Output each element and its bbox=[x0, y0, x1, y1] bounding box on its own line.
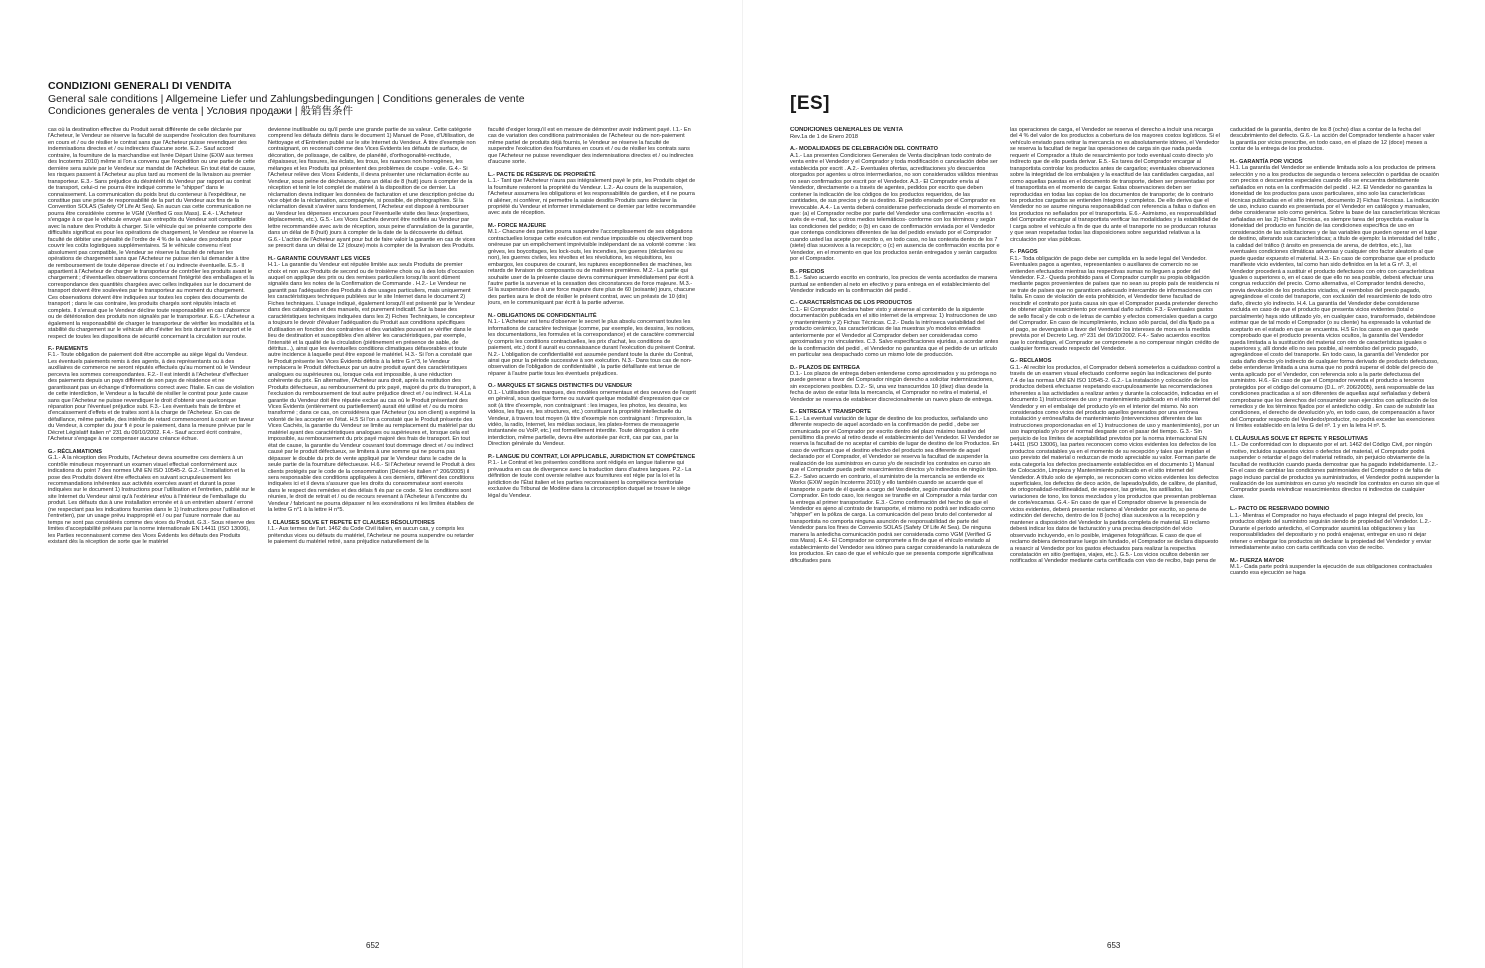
language-tag: [ES] bbox=[790, 93, 830, 114]
section-heading: F.- PAIEMENTS bbox=[48, 345, 88, 352]
left-column-3 bbox=[488, 127, 696, 924]
paragraph: devienne inutilisable ou qu'il perde une grande partie de sa valeur. Cette catégorie comprend les défauts définis dans le document 1) Manuel de Pose, d'Utilisation, de Nettoyage et d'Entretien publié sur le site Internet du Vendeur. À titre d'exemple non contraignant, on reconnaît comme des Vices Évidents les défauts de surface, de décoration, de polissage, de calibre, de planéité, d'orthogonalité-rectitude, d'épaisseur, les fissures, les éclats, les trous, les nuances non homogènes, les mélanges et les Produits qui présentent des problèmes de coupe - voile. G.4.- Si l'Acheteur relève des Vices Évidents, il devra présenter une réclamation écrite au Vendeur, sous peine de déchéance, dans un délai de 8 (huit) jours à compter de la réception et tenir le lot complet de matériel à la disposition de ce dernier. La réclamation devra indiquer les données de facturation et une description précise du vice objet de la réclamation, accompagnée, si possible, de photographies. Si la réclamation devait s'avérer sans fondement, l'Acheteur est disposé à rembourser au Vendeur les dépenses encourues pour l'éventuelle visite des lieux (expertises, déplacements, etc.). G.5.- Les Vices Cachés devront être notifiés au Vendeur par lettre recommandée avec avis de réception, sous peine d'annulation de la garantie, dans un délai de 8 (huit) jours à compter de la date de la découverte du défaut. G.6.- L'action de l'Acheteur ayant pour but de faire valoir la garantie en cas de vices se prescrit dans un délai de 12 (douze) mois à compter de la livraison des Produits. bbox=[268, 127, 476, 250]
left-column-2 bbox=[268, 127, 476, 924]
paragraph: N.1.- L'Acheteur est tenu d'observer le secret le plus absolu concernant toutes les informations de caractère technique (comme, par exemple, les dessins, les notices, les documentations, les formules et la correspondance) et de caractère commercial (y compris les conditions contractuelles, les prix d'achat, les conditions de paiement, etc.) dont il aurait eu connaissance durant l'exécution du présent Contrat. N.2.- L'obligation de confidentialité est assumée pendant toute la durée du Contrat, ainsi que pour la période successive à son exécution. N.3.- Dans tous cas de non-observation de l'obligation de confidentialité , la partie défaillante est tenue de réparer à l'autre partie tous les éventuels préjudices. bbox=[488, 319, 696, 377]
section-heading: I. CLAUSES SOLVE ET REPETE ET CLAUSES RÉSOLUTOIRES bbox=[268, 519, 435, 526]
section-heading: L.- PACTE DE RÉSERVE DE PROPRIÉTÉ bbox=[488, 171, 596, 178]
section-title: CONDICIONES GENERALES DE VENTA bbox=[790, 127, 903, 133]
section-heading: O.- MARQUES ET SIGNES DISTINCTIFS DU VENDEUR bbox=[488, 383, 632, 390]
section-heading: H.- GARANTIE COUVRANT LES VICES bbox=[268, 255, 371, 262]
paragraph: O.1.- L'utilisation des marques, des modèles ornementaux et des oeuvres de l'esprit en général, sous quelque forme ou suivant quelque modalité d'expression que ce soit (à titre d'exemple, non contraignant : les images, les photos, les dessins, les vidéos, les figu es, les structures, etc.) constituant la propriété intellectuelle du Vendeur, à travers tout moyen (à titre d'exemple non contraignant : l'impression, la vidéo, la radio, Internet, les médias sociaux, les plates-formes de messagerie instantanée ou VoIP, etc.) est formellement interdite. Toute dérogation à cette interdiction, même partielle, devra être autorisée par écrit, cas par cas, par la Direction générale du Vendeur. bbox=[488, 389, 696, 448]
paragraph: L.1.- Mientras el Comprador no haya efectuado el pago integral del precio, los productos objeto del suministro seguirán siendo de propiedad del Vendedor. L.2.- Durante el período antedicho, el Comprador asumirá las obligaciones y las responsabilidades del depositario y no podrá enajenar, entregar en uso ni dejar retener o embargar los productos sin declarar la propiedad del Vendedor y enviar inmediatamente aviso con carta certificada con viso de recibo. bbox=[1230, 512, 1432, 552]
paragraph: las operaciones de carga, el Vendedor se reserva el derecho a incluir una recarga del 4 % del valor de los productos a cobertura de los mayores costos logísticos. Si el vehículo enviado para retirar la mercancía no es absolutamente idóneo, el Vendedor se reserva la facultad de negar las operaciones de carga sin que nada pueda requerir el Comprador a título de resarcimiento por todo eventual costo directo y/o indirecto que de ello pueda derivar. E.5.- Es tarea del Comprador encargar al transportista controlar los productos antes de cargarlos; eventuales observaciones sobre la integridad de los embalajes y la exactitud de las cantidades cargadas, así como aquellas puestas en el documento de transporte, deben ser presentadas por el transportista en el momento de cargar. Estas observaciones deben ser reproducidas en todas las copias de los documentos de transporte; de lo contrario los productos cargados se entienden íntegros y completos. De ello deriva que el Vendedor no se asume ninguna responsabilidad con referencia a faltas o daños en los productos no señalados por el transportista. E.6.- Asimismo, es responsabilidad del Comprador encargar al transportista verificar las modalidades y la estabilidad de l carga sobre el vehículo a fin de que du ante el transporte no se produzcan roturas y que sean respetadas todas las disposiciones sobre seguridad relativas a la circulación por vías públicas. bbox=[1010, 127, 1220, 243]
document-header bbox=[48, 80, 608, 117]
document-subtitle-languages-2: Condiciones generales de venta | Условия продажи | 般销售条件 bbox=[48, 105, 353, 117]
paragraph: H.1. La garantía del Vendedor se entiende limitada solo a los productos de primera selección y no a los productos de segunda o tercera selección o partidas de ocasión con precios o descuentos especiales cuando ello se encuentra debidamente señalados en nota en la confirmación del pedid . H.2. El Vendedor no garantiza la idoneidad de los productos para usos particulares, sino solo las características técnicas publicadas en el sitio internet, documento 2) Fichas Técnicas. La indicación de uso, incluso cuando es presentada por el Vendedor en catálogos y manuales, debe considerarse solo como genérica. Sobre la base de las características técnicas señaladas en las 2) Fichas Técnicas, es siempre tarea del proyectista evaluar la idoneidad del producto en función de las condiciones específica de uso en consideración de las solicitaciones y de las variables que pueden operar en el lugar de destino, alterando sus características; a título de ejemplo: la intensidad del tráfic , la calidad del tráfico (t ánsito en presencia de arena, de detritos, etc.), las eventuales condiciones climáticas adversas y cualquier otro factor aleatorio al que puede quedar expuesto el material. H.3.- En caso de comprobarse que el producto manifieste vicio evidentes, tal como han sido definidos en la let a G nº. 3, el Vendedor procederá a sustituir el producto defectuoso con otro con características iguales o superiores o, en el caso de que ello no sea posible, deberá efectuar una congrua reducción del precio. Como alternativa, el Comprador tendrá derecho, previa devolución de los productos viciados, al reembolso del precio pagado, agregándose el costo del transporte, con exclusión del resarcimiento de todo otro daño, directo y/o indirecto. H.4. La garantía del Vendedor debe considerarse excluida en caso de que el producto que presenta vicios evidentes (total o parcialmente) haya sido utilizado y/o, en cualquier caso, transformado, debiéndose estimar que de tal modo el Comprador (o su cliente) ha expresado la voluntad de aceptarlo en el estado en que se encuentra. H.5 En los casos en que quede comprobado que el producto presenta vicios ocultos, la garantía del Vendedor queda limitada a la sustitución del material con otro de características iguales o superiores y, allí donde ello no sea posible, al reembolso del precio pagado, agregándose el costo del transporte. En todo caso, la garantía del Vendedor por cada daño directo y/o indirecto de cualquier forma derivado de producto defectuoso, debe entenderse limitada a una suma que no podrá superar el doble del precio de venta aplicado por el Vendedor, con referencia solo a la parte defectuosa del suministro. H.6.- En caso de que el Comprador revenda el producto a terceros protegidos por el código del consumo (D.L. nº. 206/2005), será responsable de las condiciones practicadas a sí son diferentes de aquellas aquí señaladas y deberá comprobarse que los derechos del consumidor sean ejercidos con aplicación de los remedios y de los términos fijados por el antedicho códig . En caso de subsistir las condiciones, el derecho de devolución y/o, en todo caso, de compensación a favor del Comprador respecto del Vendedor/productor, no podrá exceder las exenciones ni límites establecido en la letra G del nº. 1 y en la letra H nº. 5. bbox=[1230, 165, 1440, 430]
paragraph: faculté d'exiger lorsqu'il est en mesure de démontrer avoir indûment payé. I.1.- En cas de variation des conditions patrimoniales de l'Acheteur ou de non-paiement même partiel de produits déjà fournis, le Vendeur se réserve la faculté de suspendre l'exécution des fournitures en cours et / ou de résilier les contrats sans que l'Acheteur ne puisse revendiquer des indemnisations directes et / ou indirectes d'aucune sorte. bbox=[488, 127, 694, 166]
paragraph: F.1.- Toda obligación de pago debe ser cumplida en la sede legal del Vendedor. Eventuales pagos a agentes, representantes o auxiliares de comercio no se entienden efectuados mientras las respectivas sumas no lleguen a poder del Vendedor. F.2.- Queda prohibido para el Comprador cumplir su propia obligación mediante pagos provenientes de países que no sean su propio país de residencia ni se trate de países que no garanticen adecuado intercambio de informaciones con Italia. En caso de violación de esta prohibición, el Vendedor tiene facultad de rescindir el contrato por justa causa sin que el Comprador pueda pretender derecho de obtener algún resarcimiento por eventual daño sufrido. F.3.- Eventuales gastos de sello fiscal y de cob o de letras de cambio y efectos comerciales quedan a cargo del Comprador. En caso de incumplimiento, incluso sólo parcial, del día fijado pa a el pago, se devengarán a favor del Vendedor los intereses de mora en la medida prevista por el Decreto Leg. nº 231 del 09/10/2002. F.4.- Salvo acuerdos escritos que lo contradigan, el Comprador se compromete a no compensar ningún crédito de cualquier forma creado respecto del Vendedor. bbox=[1010, 255, 1220, 352]
paragraph: H.1.- La garantie du Vendeur est réputée limitée aux seuls Produits de premier choix et non aux Produits de second ou de troisième choix ou à des lots d'occasion auquel on applique des prix ou des remises particuliers lorsqu'ils sont dûment signalés dans les notes de la Confirmation de Commande . H.2.- Le Vendeur ne garantit pas l'adéquation des Produits à des usages particuliers, mais uniquement les caractéristiques techniques publiées sur le site Internet dans le document 2) Fiches techniques. L'usage indiqué, également lorsqu'il est présenté par le Vendeur dans des catalogues et des manuels, est purement indicatif. Sur la base des caractéristiques techniques indiquées dans les 2) Fiches Techniques, le concepteur a toujours le devoir d'évaluer l'adéquation du Produit aux conditions spécifiques d'utilisation en fonction des contraintes et des variables pouvant se vérifier dans le lieu de destination et susceptibles d'en altérer les caractéristiques, par exemple, l'intensité et la qualité de la circulation (piétinement en présence de sable, de détritus...), ainsi que les éventuelles conditions climatiques défavorables et toute autre incidence à laquelle peut être exposé le matériel. H.3.- Si l'on a constaté que le Produit présente les Vices Évidents définis à la lettre G n°3, le Vendeur remplacera le Produit défectueux par un autre produit ayant des caractéristiques analogues ou supérieures ou, lorsque cela est impossible, à une réduction cohérente du prix. En alternative, l'Acheteur aura droit, après la restitution des Produits défectueux, au remboursement du prix payé, majoré du prix du transport, à l'exclusion du remboursement de tout autre préjudice direct et / ou indirect. H.4.La garantie du Vendeur doit être réputée exclue au cas où le Produit présentant des Vices Évidents (entièrement ou partiellement) aurait été utilisé et / ou du moins transformé ; dans ce cas, on considérera que l'Acheteur (ou son client) a exprimé la volonté de les accepter en l'état. H.5 Si l'on a constaté que le Produit présente des Vices Cachés, la garantie du Vendeur se limite au remplacement du matériel par du matériel ayant des caractéristiques analogues ou supérieures et, lorsque cela est impossible, au remboursement du prix payé majoré des frais de transport. En tout état de cause, la garantie du Vendeur couvrant tout dommage direct et / ou indirect causé par le produit défectueux, se limitera à une somme qui ne pourra pas dépasser le double du prix de vente appliqué par le Vendeur dans le cadre de la seule partie de la fourniture défectueuse. H.6.- Si l'Acheteur revend le Produit à des clients protégés par le code de la consommation (Décret-loi italien n° 206/2005) il sera responsable des conditions appliquées à ces derniers, différent des conditions indiquées ici et il devra s'assurer que les droits du consommateur sont exercés dans le respect des remèdes et des délais fi és par ce code. Si les conditions sont réunies, le droit de retrait et / ou de recours revenant à l'Acheteur à l'encontre du Vendeur / fabricant ne pourra dépasser ni les exonérations ni les limites établies de la lettre G n°1 à la lettre H n°5. bbox=[268, 262, 476, 514]
section-heading: M.- FORCE MAJEURE bbox=[488, 222, 547, 229]
section-heading: G.- RECLAMOS bbox=[1010, 358, 1052, 365]
paragraph: P.1.- Le Contrat et les présentes conditions sont rédigés en langue italienne qui prévaudra en cas de divergence avec la traduction dans d'autres langues. P.2.- La définition de toute cont oversie relative aux fournitures est régie par la loi et la juridiction de l'État italien et les parties reconnaissent la compétence territoriale exclusive du Tribunal de Modène dans la circonscription duquel se trouve le siège légal du Vendeur. bbox=[488, 460, 692, 499]
paragraph: G.1.- À la réception des Produits, l'Acheteur devra soumettre ces derniers à un contrôle minutieux moyennant un examen visuel effectué conformément aux indications du point 7 des normes UNI EN ISO 10545-2. G.2.- L'installation et la pose des Produits doivent être effectuées en suivant scrupuleusement les recommandations inhérentes aux activités exercées avant et durant la pose indiquées sur le document 1) Instructions pour l'utilisation et l'entretien, publié sur le site Internet du Vendeur ainsi qu'à l'extérieur et/ou à l'intérieur de l'emballage du produit. Les défauts dus à une installation erronée et à un entretien absent / erroné (ne respectant pas les indications fournies dans le 1) Instructions pour l'utilisation et l'entretien), par un usage prévu inapproprié et / ou par l'usure normale due au temps ne sont pas considérés comme des vices du Produit. G.3.- Sous réserve des limites d'acceptabilité prévues par la norme internationale EN 14411 (ISO 13006), les Parties reconnaissent comme des Vices Évidents les défauts des Produits existant dès la réception de sorte que le matériel bbox=[48, 455, 256, 546]
paragraph: B.1.- Salvo acuerdo escrito en contrario, los precios de venta acordados de manera puntual se entienden al neto en efectivo y para entrega en el establecimiento del Vendedor indicado en la confirmación del pedid . bbox=[790, 275, 998, 294]
paragraph: D.1.- Los plazos de entrega deben entenderse como aproximados y su prórroga no puede generar a favor del Comprador ningún derecho a solicitar indemnizaciones, sin excepciones posibles. D.2.- Si, una vez transcurridos 10 (diez) días desde la fecha de aviso de estar lista la mercancía, el Comprador no retira el material, el Vendedor se reserva de establecer discrecionalmente un nuevo plazo de entrega. bbox=[790, 370, 997, 403]
paragraph: A.1.- Las presentes Condiciones Generales de Venta disciplinan todo contrato de venta entre el Vendedor y el Comprador y toda modificación o cancelación debe ser establecida por escrit . A.2.- Eventuales ofertas, acreditaciones y/o descuentos otorgados por agentes u otros intermediarios, no son considerados válidos mientras no sean confirmados por escrit por el Vendedor. A.3.- El Comprador envía al Vendedor, directamente o a través de agentes, pedidos por escrito que deben contener la indicación de los códigos de los productos requeridos, de las cantidades, de sus precios y de su destino. El pedido enviado por el Comprador es irrevocable. A.4.- La venta deberá considerarse perfeccionada desde el momento en que: (a) el Comprador recibe por parte del Vendedor una confirmación -escrita a t avés de e-mail, fax u otros medios telemáticos- conforme con los términos y según las condiciones del pedido; o (b) en caso de confirmación enviada por el Vendedor que contenga condiciones diferentes de las del pedido enviado por el Comprador cuando usted las acepte por escrito o, en todo caso, no las contesta dentro de los 7 (siete) días sucesivos a la recepción; o (c) en ausencia de confirmación escrita por e Vendedor, en el momento en que los productos serán entregados y serán cargados por el Comprador. bbox=[790, 152, 1000, 263]
paragraph: G.1.- Al recibir los productos, el Comprador deberá someterlos a cuidadoso control a través de un examen visual efectuado conforme según las indicaciones del punto 7.4 de las normas UNI EN ISO 10545-2. G.2.- La instalación y colocación de los productos deberá efectuarse respetando escrupulosamente las recomendaciones inherentes a las actividades a realizar antes y durante la colocación, indicadas en el documento 1) Instrucciones de uso y mantenimiento publicado en el sitio internet del Vendedor y en el embalaje del producto y/o en el interior del mismo. No son considerados como vicios del producto aquellos generados por una errónea instalación y errónea/falta de mantenimiento (intervenciones diferentes de las instrucciones proporcionadas en el 1) Instrucciones de uso y mantenimiento), por un uso inapropiado y/o por el normal desgaste con el pasar del tiempo. G.3.- Sin perjuicio de los límites de aceptabilidad previstos por la norma internacional EN 14411 (ISO 13006), las partes reconocen como vicios evidentes los defectos de los productos constatables ya en el momento de su recepción y tales que impidan el uso previsto del material o reduzcan de modo apreciable su valor. Forman parte de esta categoría los defectos precisamente establecidos en el documento 1) Manual de Colocación, Limpieza y Mantenimiento publicado en el sitio internet del Vendedor. A título solo de ejemplo, se reconocen como vicios evidentes los defectos superficiales, los defectos de deco ación, de lapeado/pulido, de calibre, de planitud, de ortogonalidad-rectilinealidad, de espesor, las grietas, los astillados, las variaciones de tono, los tonos mezclados y los productos que presentan problemas de corte/escamas. G.4.- En caso de que el Comprador observe la presencia de vicios evidentes, deberá presentar reclamo al Vendedor por escrito, so pena de extinción del derecho, dentro de los 8 (ocho) días sucesivos a la recepción y mantener a disposición del Vendedor la partida completa de material. El reclamo deberá indicar los datos de facturación y una precisa descripción del vicio observado incluyendo, en lo posible, imágenes fotográficas. E caso de que el reclamo debiera demostrarse luego sin fundado, el Comprador se declara dispuesto a resarcir al Vendedor por los gastos efectuados para realizar la respectiva constatación en sitio (peritajes, viajes, etc.). G.5.- Los vicios ocultos deberán ser notificados al Vendedor mediante carta certificada con viso de recibo, bajo pena de bbox=[1010, 364, 1220, 565]
paragraph: F.1.- Toute obligation de paiement doit être accomplie au siège légal du Vendeur. Les éventuels paiements remis à des agents, à des représentants ou à des auxiliaires de commerce ne seront réputés effectués qu'au moment où le Vendeur percevra les sommes correspondantes. F.2.- Il est interdit à l'Acheteur d'effectuer des paiements depuis un pays différent de son pays de résidence et ne garantissant pas un échange d'informations correct avec l'Italie. En cas de violation de cette interdiction, le Vendeur a la faculté de résilier le contrat pour juste cause sans que l'Acheteur ne puisse revendiquer le droit d'obtenir une quelconque réparation pour l'éventuel préjudice subi. F.3.- Les éventuels frais de timbre et d'encaissement d'effets et de traites sont à la charge de l'Acheteur. En cas de défaillance, même partielle, des intérêts de retard commenceront à courir en faveur du Vendeur, à compter du jour fi é pour le paiement, dans la mesure prévue par le Décret Législatif italien n° 231 du 09/10/2002. F.4.- Sauf accord écrit contraire, l'Acheteur s'engage à ne compenser aucune créance échue. bbox=[48, 352, 255, 443]
page-number: 653 bbox=[1107, 941, 1121, 950]
section-heading: A.- MODALIDADES DE CELEBRACIÓN DEL CONTRATO bbox=[790, 146, 938, 153]
paragraph: E.1.- La eventual variación de lugar de destino de los productos, señalando uno diferente respecto de aquel acordado en la confirmación de pedid , debe ser comunicada por el Comprador por escrito dentro del plazo máximo taxativo del penúltimo día previo al retiro desde el establecimiento del Vendedor. El Vendedor se reserva la facultad de no aceptar el cambio de lugar de destino de los Productos. En caso de verificars que el destino efectivo del producto sea diferente de aquel declarado por el Comprador, el Vendedor se reserva la facultad de suspender la realización de los suministros en curso y/o de rescindir los contratos en curso sin que el Comprador pueda pedir resarcimientos directos y/o indirectos de ningún tipo. E.2.- Salvo acuerdo en contrario, el suministro de la mercancía se entiende ex Works (EXW según Incoterms 2010) y ello también cuando se acuerde que el transporte o parte de él quede a cargo del Vendedor, según mandato del Comprador. En todo caso, los riesgos se transfie en al Comprador a más tardar con la entrega al primer transportador. E.3.- Como confirmación del hecho de que el Vendedor es ajeno al contrato de transporte, el mismo no podrá ser indicado como "shipper" en la póliza de carga. La comunicación del peso bruto del contenedor al transportista no comporta ninguna asunción de responsabilidad de parte del Vendedor para los fines de Convenio SOLAS (Safety Of Life At Sea). De ninguna manera la antedicha comunicación podrá ser considerada como VGM (Verified G oss Mass). E.4.- El Comprador se compromete a fin de que el ehículo enviado al establecimiento del Vendedor sea idóneo para cargar considerando la naturaleza de los productos. En caso de que el vehículo que se presenta comporte significativas dificultades para bbox=[790, 415, 1000, 564]
left-page bbox=[0, 0, 742, 968]
right-page bbox=[743, 0, 1485, 968]
document-title: CONDIZIONI GENERALI DI VENDITA bbox=[48, 80, 232, 92]
section-heading: E.- ENTREGA Y TRANSPORTE bbox=[790, 409, 872, 416]
section-heading: C.- CARACTERÍSTICAS DE LOS PRODUCTOS bbox=[790, 300, 913, 307]
left-column-1 bbox=[48, 127, 256, 924]
section-heading: N.- OBLIGATIONS DE CONFIDENTIALITÉ bbox=[488, 312, 597, 319]
section-heading: B.- PRECIOS bbox=[790, 268, 825, 275]
paragraph: cas où la destination effective du Produit serait différente de celle déclarée par l'Acheteur, le Vendeur se réserve la faculté de suspendre l'exécution des fournitures en cours et / ou de résilier le contrat sans que l'Acheteur puisse revendiquer des indemnisations directes et / ou indirectes d'aucune sorte. E.2.- Sauf accord contraire, la fourniture de la marchandise est livrée Départ Usine (EXW aux termes des Incoterms 2010) même si l'on a convenu que l'expédition ou une partie de cette dernière sera suivie par le Vendeur sur mandat de l'Acheteur. En tout état de cause, les risques passent à l'Acheteur au plus tard au moment de la livraison au premier transporteur. E.3.- Sans préjudice du désintérêt du Vendeur par rapport au contrat de transport, celui-ci ne pourra être indiqué comme le "shipper" dans le connaissement. La communication du poids brut du conteneur à l'expéditeur, ne constitue pas une prise de responsabilité de la part du Vendeur aux fins de la Convention SOLAS (Safety Of Life At Sea). En aucun cas cette communication ne pourra être considérée comme le VGM (Verified G oss Mass). E.4.- L'Acheteur s'engage à ce que le véhicule envoyé aux entrepôts du Vendeur soit compatible avec la nature des Produits à charger. Si le véhicule qui se présente comporte des difficultés significat es pour les opérations de chargement, le Vendeur se réserve la faculté de débiter une pénalité de l'ordre de 4 % de la valeur des produits pour couvrir les coûts logistiques supplémentaires. Si le véhicule convenu n'est absolument pas compatible, le Vendeur se réserve la faculté de refuser les opérations de chargement sans que l'Acheteur ne puisse rien lui demander à titre de remboursement de toute dépense directe et / ou indirecte éventuelle. E.5.- Il appartient à l'Acheteur de charger le transporteur de contrôler les produits avant le chargement ; d'éventuelles observations concernant l'intégrité des emballages et la correspondance des quantités chargées avec celles indiquées sur le document de transport doivent être soulevées par le transporteur au moment du chargement. Ces observations doivent être indiquées sur toutes les copies des documents de transport ; dans le cas contraire, les produits chargés sont réputés intacts et complets. Il s'ensuit que le Vendeur décline toute responsabilité en cas d'absence ou de détérioration des produits non signalés par le transporteur. E.6.- L'Acheteur a également la responsabilité de charger le transporteur de vérifier les modalités et la stabilité du chargement sur le véhicule afin d'éviter les bris durant le transport et le respect de toutes les dispositions de sécurité concernant la circulation sur route. bbox=[48, 127, 256, 340]
section-heading: I. CLÁUSULAS SOLVE ET REPETE Y RESOLUTIVAS bbox=[1230, 435, 1368, 442]
section-heading: D.- PLAZOS DE ENTREGA bbox=[790, 364, 860, 371]
section-heading: P.- LANGUE DU CONTRAT, LOI APPLICABLE, JURIDICTION ET COMPÉTENCE bbox=[488, 453, 696, 460]
section-heading: G.- RÉCLAMATIONS bbox=[48, 448, 102, 455]
paragraph: L.1.- Tant que l'Acheteur n'aura pas intégralement payé le prix, les Produits objet de la fourniture resteront la propriété du Vendeur. L.2.- Au cours de la suspension, l'Acheteur assumera les obligations et les responsabilités de gardien, et il ne pourra ni aliéner, ni conférer, ni permettre la saisie desdits Produits sans déclarer la propriété du Vendeur et informer immédiatement ce dernier par lettre recommandée avec avis de réception. bbox=[488, 178, 696, 217]
section-heading: L.- PACTO DE RESERVADO DOMINIO bbox=[1230, 506, 1330, 513]
paragraph: I.1.- De conformidad con lo dispuesto por el art. 1462 del Código Civil, por ningún motivo, incluidos supuestos vicios o defectos del material, el Comprador podrá suspender o retardar el pago del material retirado, sin perjuicio obviamente de la facultad de restitución cuando pueda demostrar que ha pagado indebidamente. I.2.- En el caso de cambiar las condiciones patrimoniales del Comprador o de falta de pago incluso parcial de productos ya suministrados, el Vendedor podrá suspender la realización de los suministros en curso y/o rescindir los contratos en curso sin que el Comprador pueda reivindicar resarcimientos directos ni indirectos de cualquier clase. bbox=[1230, 442, 1440, 500]
paragraph: M.1.- Chacune des parties pourra suspendre l'accomplissement de ses obligations contractuelles lorsque cette exécution est rendue impossible ou objectivement trop onéreuse par un empêchement imprévisible indépendant de sa volonté comme : les grèves, les boycottages, les lock-outs, les incendies, les guerres (déclarées ou non), les guerres civiles, les révoltes et les révolutions, les réquisitions, les embargos, les coupures de courant, les ruptures exceptionnelles de machines, les retards de livraison de composants ou de matières premières. M.2.- La partie qui souhaite user de la présente clause devra communiquer immédiatement par écrit à l'autre partie la survenue et la cessation des circonstances de force majeure. M.3.- Si la suspension due à une force majeure dure plus de 60 (soixante) jours, chacune des parties aura le droit de résilier le présent contrat, avec un préavis de 10 (dix) jours, en le communiquant par écrit à la partie adverse. bbox=[488, 229, 696, 307]
right-column-3 bbox=[1230, 127, 1440, 924]
paragraph: C.1.- El Comprador declara haber visto y atenerse al contenido de la siguiente documentación publicada en el sitio internet de la empresa: 1) Instrucciones de uso y mantenimiento y 2) Fichas Técnicas. C.2.- Dada la intrínseca variabilidad del producto cerámico, las características de las muestras y/o modelos enviados anteriormente por el Vendedor al Comprador deben ser consideradas como aproximadas y no vinculantes. C.3. Salvo especificaciones ejuridas, a acordar antes de la confirmación del pedid , el Vendedor no garantiza que el pedido de un artículo en particular sea despachado como un mismo lote de producción. bbox=[790, 306, 999, 359]
right-column-1 bbox=[790, 127, 1000, 924]
section-heading: H.- GARANTÍA POR VICIOS bbox=[1230, 158, 1303, 165]
section-heading: M.- FUERZA MAYOR bbox=[1230, 557, 1284, 564]
revision-note: Rev.1a de 1 de Enero 2018 bbox=[790, 134, 859, 140]
paragraph: caducidad de la garantía, dentro de los 8 (ocho) días a contar de la fecha del descubrimiento del defecto. G.6.- La acción del Comprador tendiente a hacer valer la garantía por vicios prescribe, en todo caso, en el plazo de 12 (doce) meses a contar de la entrega de los productos. bbox=[1230, 127, 1435, 153]
page-number: 652 bbox=[366, 941, 380, 950]
paragraph: I.1.- Aux termes de l'art. 1462 du Code Civil italien, en aucun cas, y compris les prétendus vices ou défauts du matériel, l'Acheteur ne pourra suspendre ou retarder le paiement du matériel retiré, sans préjudice naturellement de la bbox=[268, 526, 474, 546]
right-column-2 bbox=[1010, 127, 1220, 924]
paragraph: M.1.- Cada parte podrá suspender la ejecución de sus obligaciones contractuales cuando esa ejecución se haga bbox=[1230, 564, 1433, 577]
document-subtitle-languages: General sale conditions | Allgemeine Liefer und Zahlungsbedingungen | Conditions generales de vente bbox=[48, 93, 525, 105]
section-heading: F.- PAGOS bbox=[1010, 249, 1038, 256]
